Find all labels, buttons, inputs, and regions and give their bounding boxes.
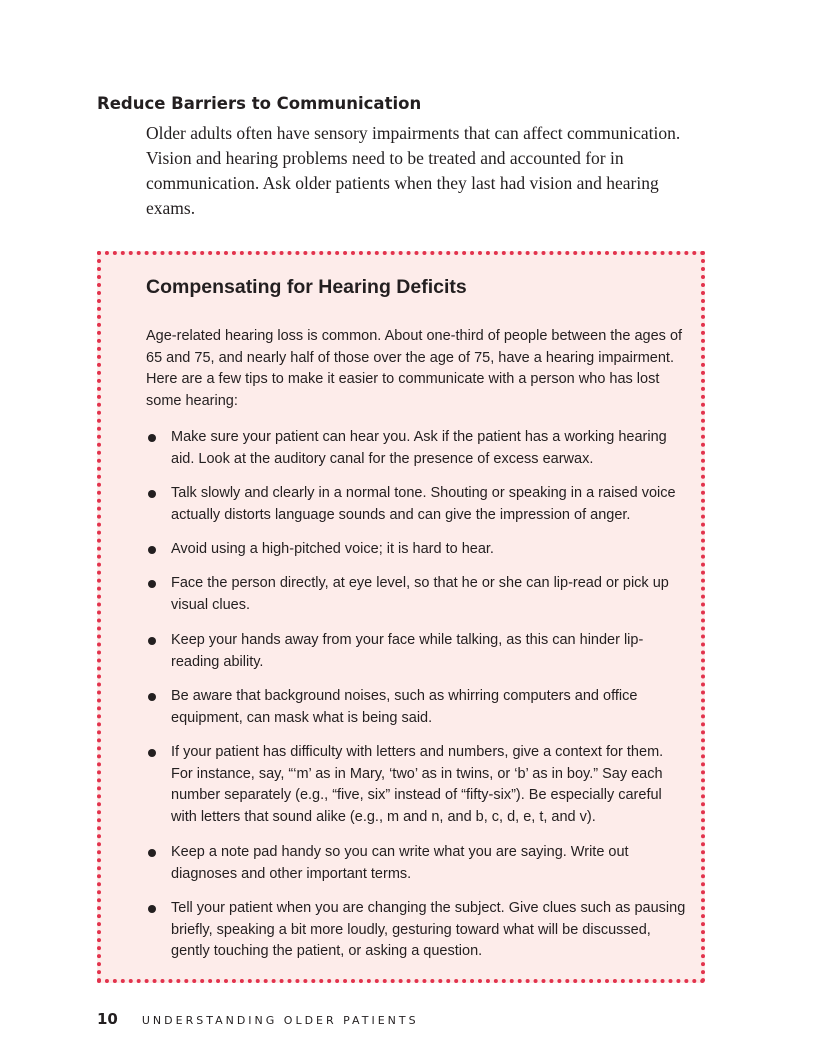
tip-text: If your patient has difficulty with letters and numbers, give a context for them. For instance, say, “‘m’ as in Mary, ‘two’ as in twins, or ‘b’ as in boy.” Say each number separately (e.g., “five, six” instead of “fifty-six”). Be especially careful with letters that sound alike (e.g., m and n, and b, c, d, e, t, and v). <box>171 744 664 825</box>
tip-item <box>146 842 686 885</box>
bullet-icon <box>148 693 156 701</box>
page-number: 10 <box>97 1010 118 1028</box>
tip-item <box>146 483 686 526</box>
tip-item <box>146 539 686 561</box>
tip-text: Keep your hands away from your face while talking, as this can hinder lip-reading ability. <box>171 632 644 670</box>
page-footer <box>97 1010 419 1029</box>
tip-text: Keep a note pad handy so you can write what you are saying. Write out diagnoses and other important terms. <box>171 844 629 882</box>
bullet-icon <box>148 490 156 498</box>
tip-item <box>146 630 686 673</box>
tip-text: Avoid using a high-pitched voice; it is hard to hear. <box>171 541 494 557</box>
callout-title: Compensating for Hearing Deficits <box>146 276 467 298</box>
bullet-icon <box>148 637 156 645</box>
tip-item <box>146 686 686 729</box>
tip-item <box>146 742 686 828</box>
section-body: Older adults often have sensory impairments that can affect communication. Vision and hearing problems need to be treated and accounted for in communication. Ask older patients when they last had vision and hearing exams. <box>146 123 681 218</box>
tip-item <box>146 898 686 963</box>
section-heading: Reduce Barriers to Communication <box>97 94 422 113</box>
bullet-icon <box>148 434 156 442</box>
bullet-icon <box>148 749 156 757</box>
tip-item <box>146 427 686 470</box>
bullet-icon <box>148 905 156 913</box>
bullet-icon <box>148 580 156 588</box>
tip-text: Tell your patient when you are changing the subject. Give clues such as pausing briefly, speaking a bit more loudly, gesturing toward what will be discussed, gently touching the patient, or asking a question. <box>171 900 686 959</box>
tip-text: Make sure your patient can hear you. Ask if the patient has a working hearing aid. Look at the auditory canal for the presence of excess earwax. <box>171 429 667 467</box>
tip-text: Talk slowly and clearly in a normal tone. Shouting or speaking in a raised voice actually distorts language sounds and can give the impression of anger. <box>171 485 676 523</box>
running-title: UNDERSTANDING OLDER PATIENTS <box>141 1014 419 1027</box>
hearing-deficits-callout <box>97 251 705 983</box>
bullet-icon <box>148 546 156 554</box>
callout-intro: Age-related hearing loss is common. About one-third of people between the ages of 65 and 75, and nearly half of those over the age of 75, have a hearing impairment. Here are a few tips to make it easier to communicate with a person who has lost some hearing: <box>146 328 683 409</box>
bullet-icon <box>148 849 156 857</box>
tip-text: Face the person directly, at eye level, so that he or she can lip-read or pick up visual clues. <box>171 575 669 613</box>
tip-item <box>146 573 686 616</box>
tip-text: Be aware that background noises, such as whirring computers and office equipment, can mask what is being said. <box>171 688 638 726</box>
